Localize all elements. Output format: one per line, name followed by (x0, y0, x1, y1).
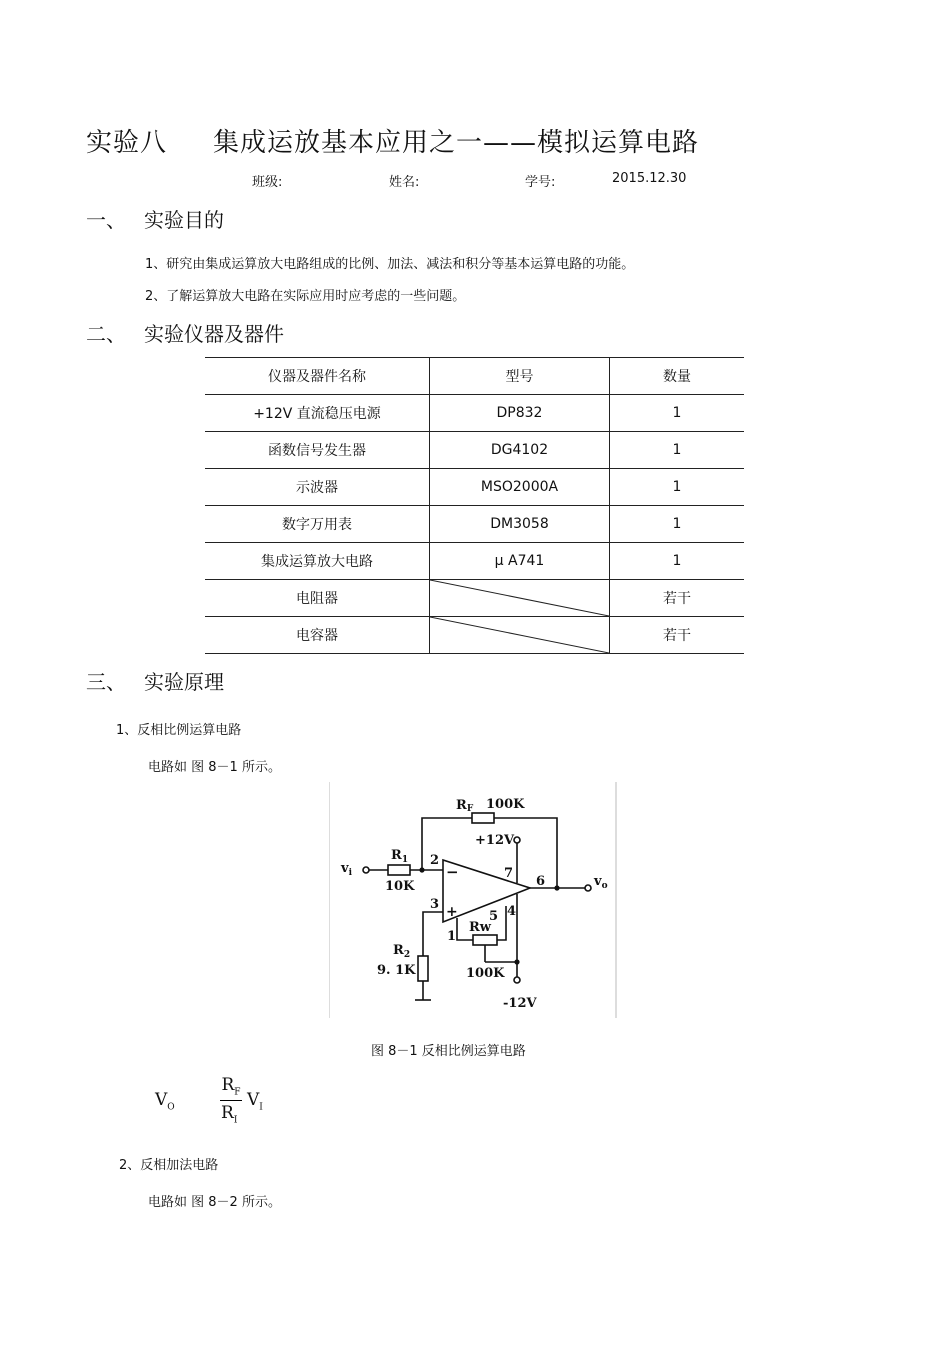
vplus-label: +12V (475, 833, 515, 848)
table-row (205, 580, 744, 617)
table-header-row (205, 358, 744, 395)
formula-vi: $V_I$ (247, 1090, 263, 1113)
r2-value: 9. 1K (377, 963, 416, 978)
vee-terminal (514, 977, 520, 983)
formula-denominator: $R_I$ (221, 1103, 238, 1126)
table-cell: 集成运算放大电路 (205, 543, 430, 580)
table-row (205, 617, 744, 654)
table-cell: +12V 直流稳压电源 (205, 395, 430, 432)
vminus-label: -12V (503, 996, 537, 1011)
junction-dot (420, 868, 424, 872)
table-row (205, 543, 744, 580)
column-header: 型号 (430, 358, 610, 395)
table-cell: 1 (610, 543, 745, 580)
section-number: 一、 (86, 208, 126, 232)
table-cell: 若干 (610, 617, 745, 654)
vi-label: $v_i$ (341, 861, 352, 878)
pin-label: 5 (489, 909, 499, 924)
noninverting-input-sign: + (446, 904, 458, 920)
table-cell: DM3058 (430, 506, 610, 543)
purpose-item: 2、了解运算放大电路在实际应用时应考虑的一些问题。 (145, 289, 466, 304)
section-title: 实验原理 (144, 670, 224, 694)
section-number: 三、 (86, 670, 126, 694)
student-id-label: 学号: (525, 175, 556, 190)
table-cell: DP832 (430, 395, 610, 432)
table-cell: 若干 (610, 580, 745, 617)
pin-label: 1 (447, 929, 457, 944)
diagonal-empty-cell (430, 580, 610, 617)
title-part1: 实验八 (86, 128, 168, 158)
rf-resistor (472, 813, 494, 823)
section-title: 实验目的 (144, 208, 224, 232)
vo-label: $v_o$ (594, 874, 608, 891)
rf-value: 100K (486, 797, 525, 812)
table-cell: 电阻器 (205, 580, 430, 617)
section-heading (86, 666, 224, 695)
table-row (205, 432, 744, 469)
instrument-table (205, 357, 744, 654)
junction-dot (515, 960, 519, 964)
vcc-terminal (514, 837, 520, 843)
table-cell: 示波器 (205, 469, 430, 506)
table-cell: 电容器 (205, 617, 430, 654)
subsection-title: 2、反相加法电路 (119, 1158, 219, 1173)
table-cell: 1 (610, 506, 745, 543)
pin-label: 2 (430, 853, 440, 868)
class-label: 班级: (252, 175, 283, 190)
formula-vo: $V_O$ (155, 1090, 175, 1113)
rw-value: 100K (466, 966, 505, 981)
section-number: 二、 (86, 322, 126, 346)
r1-label: $R_1$ (391, 848, 409, 865)
pin-label: 4 (507, 904, 517, 919)
section-title: 实验仪器及器件 (144, 322, 284, 346)
figure-reference: 电路如 图 8－1 所示。 (148, 760, 281, 775)
diagonal-empty-cell (430, 617, 610, 654)
table-cell: 1 (610, 395, 745, 432)
r2-resistor (418, 956, 428, 981)
junction-dot (555, 886, 559, 890)
table-row (205, 506, 744, 543)
pin-label: 3 (430, 897, 440, 912)
formula-numerator: $R_F$ (221, 1075, 241, 1098)
page-title (86, 122, 699, 159)
vo-terminal (585, 885, 591, 891)
table-cell: 数字万用表 (205, 506, 430, 543)
r2-label: $R_2$ (393, 943, 411, 960)
table-cell: 1 (610, 432, 745, 469)
vi-terminal (363, 867, 369, 873)
table-cell: μ A741 (430, 543, 610, 580)
column-header: 数量 (610, 358, 745, 395)
table-cell: 1 (610, 469, 745, 506)
section-heading (86, 204, 224, 233)
inverting-input-sign: − (446, 863, 459, 881)
r1-value: 10K (385, 879, 415, 894)
title-part2: 集成运放基本应用之一——模拟运算电路 (213, 128, 700, 158)
rw-label: Rw (469, 920, 491, 935)
column-header: 仪器及器件名称 (205, 358, 430, 395)
figure-caption: 图 8－1 反相比例运算电路 (371, 1044, 526, 1059)
wire (497, 906, 506, 940)
rw-potentiometer (473, 935, 497, 945)
date: 2015.12.30 (612, 171, 687, 186)
table-row (205, 395, 744, 432)
pin-label: 7 (504, 866, 514, 881)
rf-label: RF (456, 798, 474, 814)
table-cell: 函数信号发生器 (205, 432, 430, 469)
r1-resistor (388, 865, 410, 875)
name-label: 姓名: (389, 175, 420, 190)
table-row (205, 469, 744, 506)
gain-formula (153, 1075, 293, 1133)
section-heading (86, 318, 284, 347)
wire (423, 912, 443, 956)
fraction-bar (220, 1100, 242, 1101)
inverting-amplifier-circuit (329, 782, 617, 1018)
pin-label: 6 (536, 874, 546, 889)
figure-reference: 电路如 图 8－2 所示。 (148, 1195, 281, 1210)
table-cell: MSO2000A (430, 469, 610, 506)
purpose-item: 1、研究由集成运算放大电路组成的比例、加法、减法和积分等基本运算电路的功能。 (145, 257, 635, 272)
subsection-title: 1、反相比例运算电路 (116, 723, 242, 738)
table-cell: DG4102 (430, 432, 610, 469)
